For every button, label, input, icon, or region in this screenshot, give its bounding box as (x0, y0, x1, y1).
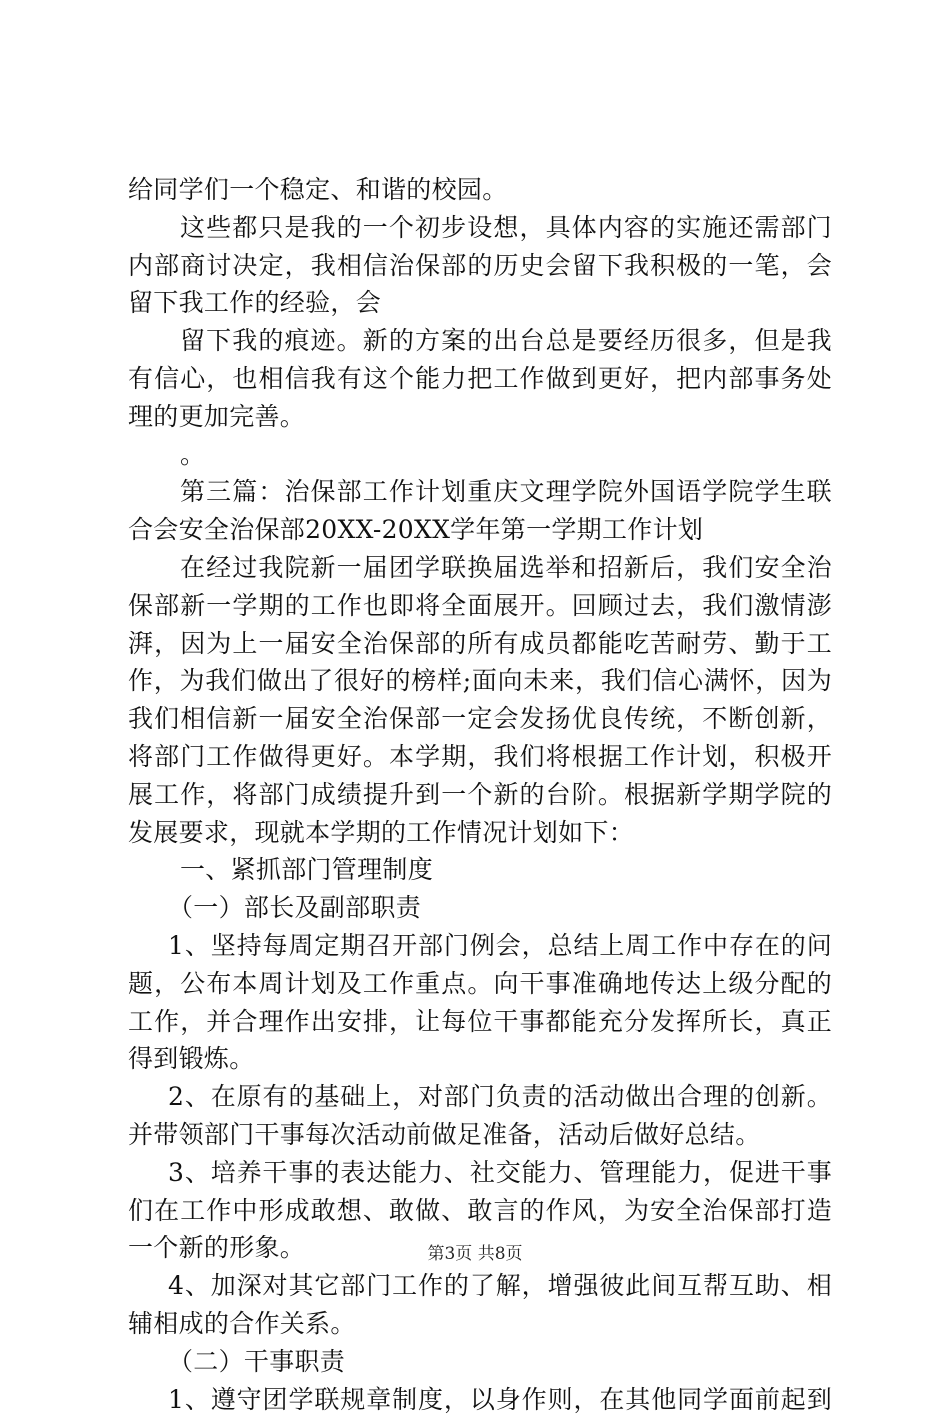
page-number-label: 第3页 共8页 (427, 1244, 522, 1264)
text-line: 一个新的形象。 (128, 1229, 832, 1267)
text-line: 展工作，将部门成绩提升到一个新的台阶。根据新学期学院的 (128, 776, 832, 814)
section-heading-line: 合会安全治保部20XX-20XX学年第一学期工作计划 (128, 511, 832, 549)
text-line: 2、在原有的基础上，对部门负责的活动做出合理的创新。 (128, 1078, 832, 1116)
text-line: 我们相信新一届安全治保部一定会发扬优良传统，不断创新， (128, 700, 832, 738)
text-line: 辅相成的合作关系。 (128, 1305, 832, 1343)
text-line: 1、坚持每周定期召开部门例会，总结上周工作中存在的问 (128, 927, 832, 965)
text-line: 这些都只是我的一个初步设想，具体内容的实施还需部门 (128, 209, 832, 247)
text-line: 4、加深对其它部门工作的了解，增强彼此间互帮互助、相 (128, 1267, 832, 1305)
text-line: 发展要求，现就本学期的工作情况计划如下： (128, 814, 832, 852)
text-line: 3、培养干事的表达能力、社交能力、管理能力，促进干事 (128, 1154, 832, 1192)
text-line: 给同学们一个稳定、和谐的校园。 (128, 171, 832, 209)
text-line: 得到锻炼。 (128, 1040, 832, 1078)
text-line: 并带领部门干事每次活动前做足准备，活动后做好总结。 (128, 1116, 832, 1154)
text-line: 在经过我院新一届团学联换届选举和招新后，我们安全治 (128, 549, 832, 587)
text-line: 1、遵守团学联规章制度，以身作则，在其他同学面前起到 (128, 1381, 832, 1418)
subheading-line: （二）干事职责 (128, 1343, 832, 1381)
text-line: 有信心，也相信我有这个能力把工作做到更好，把内部事务处 (128, 360, 832, 398)
subheading-line: （一）部长及副部职责 (128, 889, 832, 927)
document-body (128, 171, 832, 1418)
text-line: 理的更加完善。 (128, 398, 832, 436)
section-heading-line: 第三篇：治保部工作计划重庆文理学院外国语学院学生联 (128, 473, 832, 511)
text-line: 工作，并合理作出安排，让每位干事都能充分发挥所长，真正 (128, 1003, 832, 1041)
subheading-line: 一、紧抓部门管理制度 (128, 851, 832, 889)
text-line: 作，为我们做出了很好的榜样;面向未来，我们信心满怀，因为 (128, 662, 832, 700)
text-line: 。 (128, 436, 832, 474)
text-line: 内部商讨决定，我相信治保部的历史会留下我积极的一笔，会 (128, 247, 832, 285)
text-line: 们在工作中形成敢想、敢做、敢言的作风，为安全治保部打造 (128, 1192, 832, 1230)
text-line: 保部新一学期的工作也即将全面展开。回顾过去，我们激情澎 (128, 587, 832, 625)
text-line: 留下我的痕迹。新的方案的出台总是要经历很多，但是我 (128, 322, 832, 360)
text-line: 留下我工作的经验，会 (128, 284, 832, 322)
text-line: 将部门工作做得更好。本学期，我们将根据工作计划，积极开 (128, 738, 832, 776)
text-line: 湃，因为上一届安全治保部的所有成员都能吃苦耐劳、勤于工 (128, 625, 832, 663)
text-line: 题，公布本周计划及工作重点。向干事准确地传达上级分配的 (128, 965, 832, 1003)
page-footer (0, 1239, 950, 1264)
